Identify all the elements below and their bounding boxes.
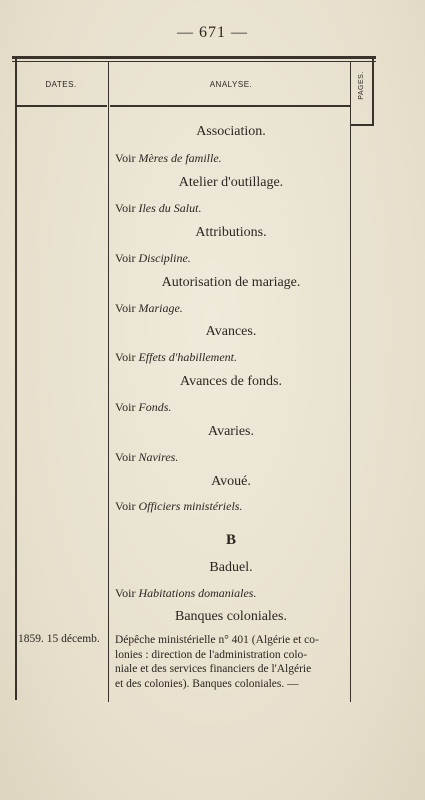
entry-heading: Atelier d'outillage. <box>178 175 284 190</box>
record-date: 1859. 15 décemb. <box>18 633 100 645</box>
table-left-border <box>15 58 17 700</box>
section-letter: B <box>225 532 236 548</box>
entry-heading: Attributions. <box>195 225 267 240</box>
header-bottom-rule-pages <box>350 124 374 126</box>
entry-heading: Avances. <box>205 324 257 339</box>
entry-reference: Voir Fonds. <box>115 400 172 414</box>
entry-heading: Association. <box>196 124 266 139</box>
entry-reference: Voir Iles du Salut. <box>115 201 202 215</box>
entry-heading: Autorisation de mariage. <box>161 275 301 290</box>
table-top-rule-thin <box>12 61 376 62</box>
record-line: niale et des services financiers de l'Algérie <box>115 663 312 675</box>
header-bottom-rule-analyse <box>110 105 350 107</box>
entry-reference: Voir Effets d'habillement. <box>115 350 238 364</box>
entry-reference: Voir Habitations domaniales. <box>115 586 257 600</box>
entry-reference: Voir Mères de famille. <box>115 151 222 165</box>
entry-heading: Baduel. <box>209 560 253 575</box>
pages-column-right-divider <box>372 56 374 126</box>
column-header-pages: PAGES. <box>357 70 365 100</box>
entry-reference: Voir Mariage. <box>115 301 183 315</box>
column-header-analyse: ANALYSE. <box>209 80 253 89</box>
table-top-rule <box>12 56 376 59</box>
record-line: Dépêche ministérielle n° 401 (Algérie et co- <box>115 634 319 646</box>
entry-heading: Avoué. <box>211 474 251 489</box>
entry-reference: Voir Officiers ministériels. <box>115 499 243 513</box>
entry-heading: Avaries. <box>208 424 254 439</box>
record-line: et des colonies). Banques coloniales. — <box>115 677 299 690</box>
entry-reference: Voir Discipline. <box>115 251 191 265</box>
entry-heading: Avances de fonds. <box>180 374 282 389</box>
record-line: lonies : direction de l'administration colo- <box>115 648 308 661</box>
dates-column-divider <box>108 62 109 702</box>
page-number: — 671 — <box>177 24 248 41</box>
entry-heading: Banques coloniales. <box>175 609 287 624</box>
record-text <box>115 633 350 691</box>
header-bottom-rule-dates <box>17 105 107 107</box>
column-header-dates: DATES. <box>45 80 77 89</box>
entry-reference: Voir Navires. <box>115 450 179 464</box>
